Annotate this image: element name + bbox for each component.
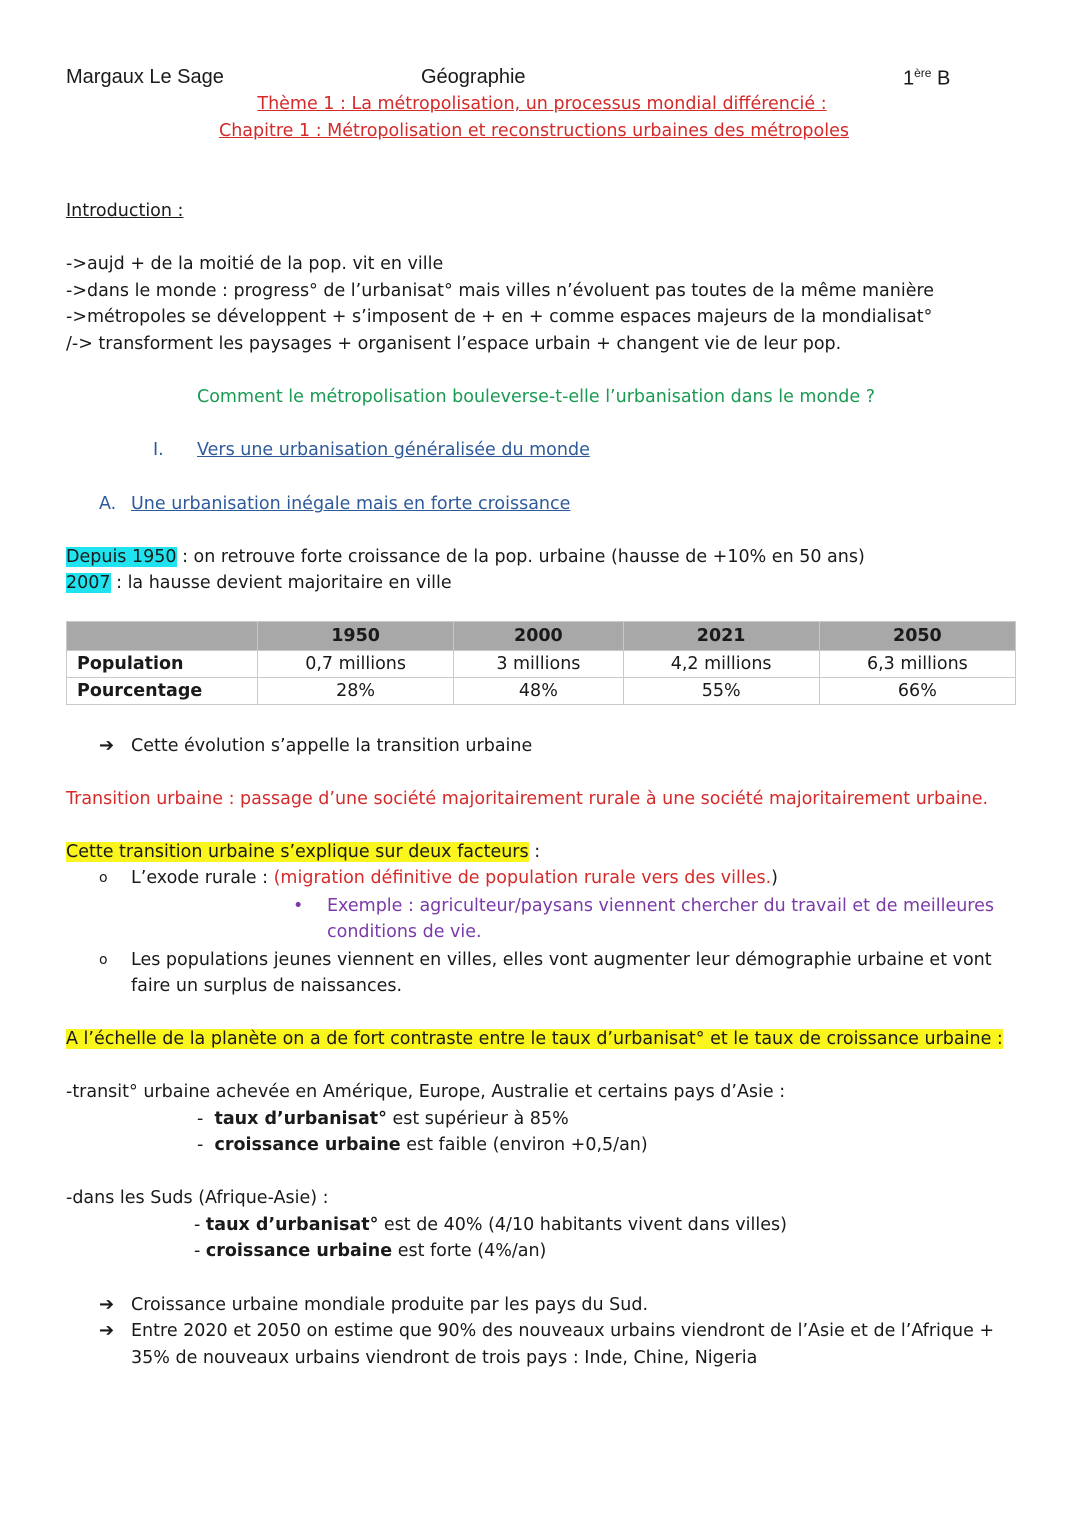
bullet-text: est faible (environ +0,5/an) — [400, 1135, 648, 1155]
dash-bullet-icon: - — [194, 1215, 201, 1235]
fact-2007 — [66, 570, 452, 596]
problematique: Comment le métropolisation bouleverse-t-elle l’urbanisation dans le monde ? — [197, 387, 875, 407]
example-line: conditions de vie. — [327, 922, 482, 942]
bold-term: taux d’urbanisat° — [205, 1215, 379, 1235]
subpart-letter: A. — [99, 494, 117, 514]
class-sup: ère — [914, 66, 932, 80]
factor-exode — [131, 865, 778, 891]
south-bullet — [194, 1238, 546, 1264]
table-cell: 6,3 millions — [819, 651, 1015, 678]
table-cell: 4,2 millions — [623, 651, 819, 678]
north-bullet — [197, 1132, 648, 1158]
fact-text: : la hausse devient majoritaire en ville — [110, 573, 452, 593]
factor-young-line: Les populations jeunes viennent en villes, elles vont augmenter leur démographie urbaine et vont — [131, 950, 992, 970]
class-num: 1 — [903, 67, 915, 90]
fact-1950 — [66, 544, 865, 570]
conclusion-line: 35% de nouveaux urbains viendront de trois pays : Inde, Chine, Nigeria — [131, 1348, 758, 1368]
conclusion-line: Entre 2020 et 2050 on estime que 90% des nouveaux urbains viendront de l’Asie et de l’Afrique + — [131, 1321, 995, 1341]
arrow-icon: ➔ — [99, 1320, 115, 1341]
bullet-text: est de 40% (4/10 habitants vivent dans villes) — [378, 1215, 787, 1235]
table-header-cell: 1950 — [258, 622, 454, 651]
factors-heading — [66, 839, 540, 865]
table-header-cell: 2021 — [623, 622, 819, 651]
factor-close: ) — [771, 868, 778, 888]
intro-line: ->métropoles se développent + s’imposent de + en + comme espaces majeurs de la mondialisat° — [66, 307, 933, 327]
table-row — [67, 651, 1016, 678]
intro-line: ->aujd + de la moitié de la pop. vit en ville — [66, 254, 444, 274]
theme-title: Thème 1 : La métropolisation, un processus mondial différencié : — [257, 94, 827, 114]
highlight-heading: A l’échelle de la planète on a de fort contraste entre le taux d’urbanisat° et le taux de croissance urbaine : — [66, 1029, 1003, 1049]
table-cell: 3 millions — [454, 651, 623, 678]
dash-bullet-icon: - — [194, 1241, 201, 1261]
heading-colon: : — [528, 842, 541, 862]
row-label: Pourcentage — [67, 678, 258, 705]
row-label: Population — [67, 651, 258, 678]
class-letter: B — [931, 67, 951, 90]
dash-bullet-icon: - — [197, 1135, 204, 1155]
table-cell: 28% — [258, 678, 454, 705]
highlight-date: Depuis 1950 — [66, 547, 177, 567]
factor-young-line: faire un surplus de naissances. — [131, 976, 403, 996]
table-cell: 66% — [819, 678, 1015, 705]
table-cell: 0,7 millions — [258, 651, 454, 678]
part-number: I. — [153, 440, 164, 460]
bold-term: croissance urbaine — [205, 1241, 393, 1261]
table-header-row — [67, 622, 1016, 651]
south-intro: -dans les Suds (Afrique-Asie) : — [66, 1188, 329, 1208]
arrow-icon: ➔ — [99, 735, 115, 756]
example-line: Exemple : agriculteur/paysans viennent chercher du travail et de meilleures — [327, 896, 994, 916]
table-cell: 55% — [623, 678, 819, 705]
bullet-text: est forte (4%/an) — [392, 1241, 547, 1261]
chapter-title: Chapitre 1 : Métropolisation et reconstructions urbaines des métropoles — [219, 121, 849, 141]
urban-population-table — [66, 621, 1016, 705]
bold-term: croissance urbaine — [214, 1135, 401, 1155]
evolution-text: Cette évolution s’appelle la transition urbaine — [131, 736, 533, 756]
north-intro: -transit° urbaine achevée en Amérique, Europe, Australie et certains pays d’Asie : — [66, 1082, 786, 1102]
fact-text: : on retrouve forte croissance de la pop. urbaine (hausse de +10% en 50 ans) — [176, 547, 865, 567]
intro-heading: Introduction : — [66, 201, 184, 221]
circle-bullet-icon: o — [99, 870, 108, 886]
highlight-date: 2007 — [66, 573, 111, 593]
conclusion-line: Croissance urbaine mondiale produite par les pays du Sud. — [131, 1295, 649, 1315]
table-cell: 48% — [454, 678, 623, 705]
class-level — [903, 66, 950, 91]
factor-label: L’exode rurale : — [131, 868, 274, 888]
author-name: Margaux Le Sage — [66, 66, 224, 88]
dot-bullet-icon: • — [293, 896, 304, 916]
subpart-title: Une urbanisation inégale mais en forte croissance — [131, 494, 571, 514]
intro-line: /-> transforment les paysages + organisent l’espace urbain + changent vie de leur pop. — [66, 334, 842, 354]
definition-text: Transition urbaine : passage d’une société majoritairement rurale à une société majoritairement urbaine. — [66, 789, 989, 809]
factor-definition: (migration définitive de population rurale vers des villes. — [273, 868, 772, 888]
north-bullet — [197, 1106, 569, 1132]
highlight-heading: Cette transition urbaine s’explique sur deux facteurs — [66, 842, 529, 862]
table-header-cell — [67, 622, 258, 651]
arrow-icon: ➔ — [99, 1294, 115, 1315]
table-row — [67, 678, 1016, 705]
circle-bullet-icon: o — [99, 952, 108, 968]
bold-term: taux d’urbanisat° — [214, 1109, 387, 1129]
subject-name: Géographie — [421, 66, 526, 88]
south-bullet — [194, 1212, 787, 1238]
intro-line: ->dans le monde : progress° de l’urbanisat° mais villes n’évoluent pas toutes de la même manière — [66, 281, 935, 301]
bullet-text: est supérieur à 85% — [386, 1109, 569, 1129]
table-header-cell: 2050 — [819, 622, 1015, 651]
contrast-heading — [66, 1026, 1003, 1052]
table-header-cell: 2000 — [454, 622, 623, 651]
dash-bullet-icon: - — [197, 1109, 204, 1129]
part-title: Vers une urbanisation généralisée du monde — [197, 440, 590, 460]
